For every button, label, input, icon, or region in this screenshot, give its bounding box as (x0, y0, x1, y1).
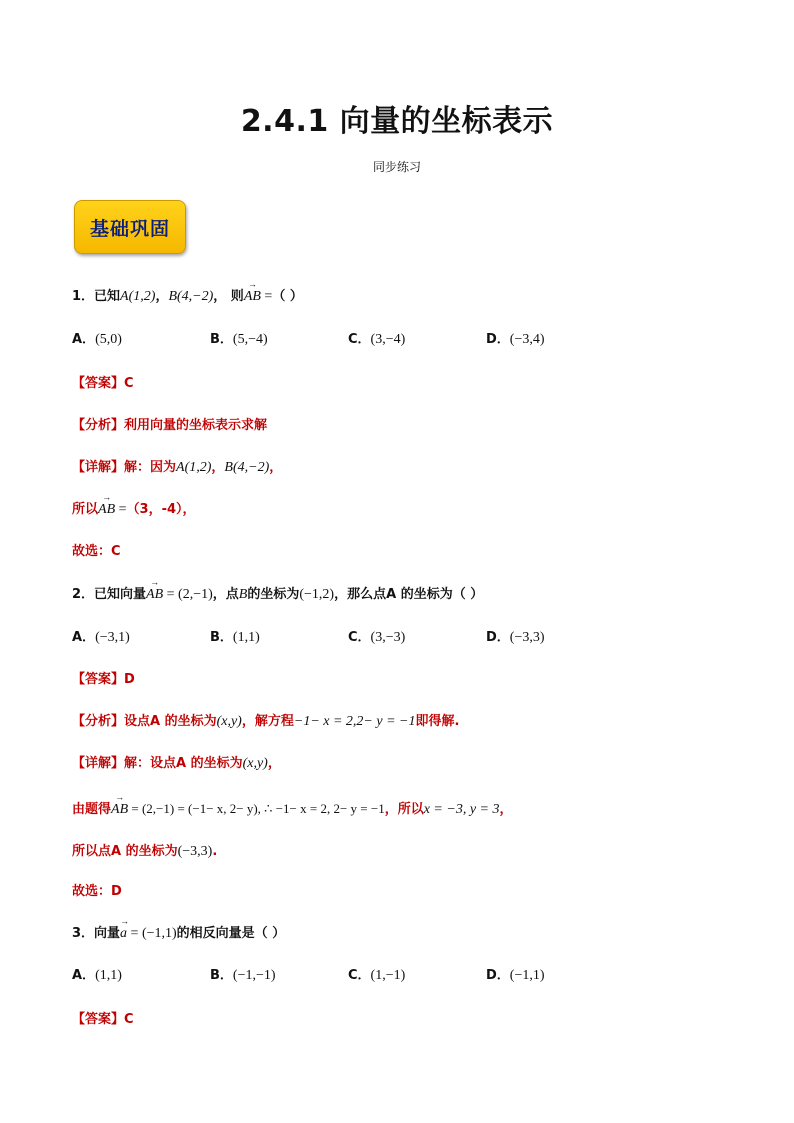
page-title: 2.4.1 向量的坐标表示 (240, 104, 554, 139)
q2-detail: 【详解】解：设点A 的坐标为(x,y)， (72, 756, 281, 771)
q1-option-b: B．(5,−4) (210, 332, 268, 347)
q1-option-a: A．(5,0) (72, 332, 122, 347)
q2-option-c: C．(3,−3) (348, 630, 406, 645)
q2-answer: 【答案】D (72, 672, 135, 687)
q1-therefore: 所以 → AB =（3，-4）， (72, 492, 196, 517)
q2-vector: → AB (146, 577, 164, 602)
q2-option-d: D．(−3,3) (486, 630, 545, 645)
q2-option-b: B．(1,1) (210, 630, 260, 645)
q3-vector: → a (120, 916, 130, 941)
q1-analysis: 【分析】利用向量的坐标表示求解 (72, 418, 268, 433)
section-badge-label: 基础巩固 (89, 217, 170, 240)
vector-arrow-icon: → (115, 792, 125, 802)
q1-answer: 【答案】C (72, 376, 134, 391)
q2-derivation-vector: → AB (111, 792, 129, 817)
q3-option-c: C．(1,−1) (348, 968, 406, 983)
vector-arrow-icon: → (120, 916, 130, 926)
q2-derivation: 由题得 → AB = (2,−1) = (−1− x, 2− y), ∴ −1− x = 2, 2− y = −1，所以x = −3, y = 3， (72, 792, 513, 817)
vector-arrow-icon: → (247, 279, 257, 289)
q3-option-b: B．(−1,−1) (210, 968, 276, 983)
q3-option-a: A．(1,1) (72, 968, 122, 983)
q2-therefore: 所以点A 的坐标为(−3,3). (72, 844, 218, 859)
page-subtitle: 同步练习 (372, 160, 421, 174)
q1-point-a: A(1,2) (120, 289, 156, 304)
q1-then: ， 则 (213, 289, 244, 304)
q2-choose: 故选：D (72, 884, 122, 899)
vector-arrow-icon: → (102, 492, 112, 502)
q1-therefore-vector: → AB (98, 492, 116, 517)
q2-analysis: 【分析】设点A 的坐标为(x,y)，解方程−1− x = 2,2− y = −1即得解. (72, 714, 460, 729)
vector-arrow-icon: → (150, 577, 160, 587)
q1-choose: 故选：C (72, 544, 121, 559)
q1-option-d: D．(−3,4) (486, 332, 545, 347)
q1-separator: ， (155, 289, 169, 304)
q1-blank: （ ） (272, 289, 303, 304)
q1-vector: → AB (243, 279, 261, 304)
q3-answer: 【答案】C (72, 1012, 134, 1027)
q1-stem (72, 279, 303, 305)
q1-point-b: B(4,−2) (168, 289, 214, 304)
q1-equals: = (260, 289, 273, 304)
q3-stem: 3．向量 → a = (−1,1)的相反向量是（ ） (72, 916, 286, 941)
q2-stem: 2．已知向量 → AB = (2,−1)，点B的坐标为(−1,2)，那么点A 的坐标为（ ） (72, 577, 484, 602)
section-badge (74, 200, 186, 254)
q1-option-c: C．(3,−4) (348, 332, 406, 347)
q1-prefix: 1．已知 (72, 289, 121, 304)
q2-option-a: A．(−3,1) (72, 630, 130, 645)
q1-detail: 【详解】解：因为A(1,2)，B(4,−2)， (72, 460, 283, 475)
q3-option-d: D．(−1,1) (486, 968, 545, 983)
